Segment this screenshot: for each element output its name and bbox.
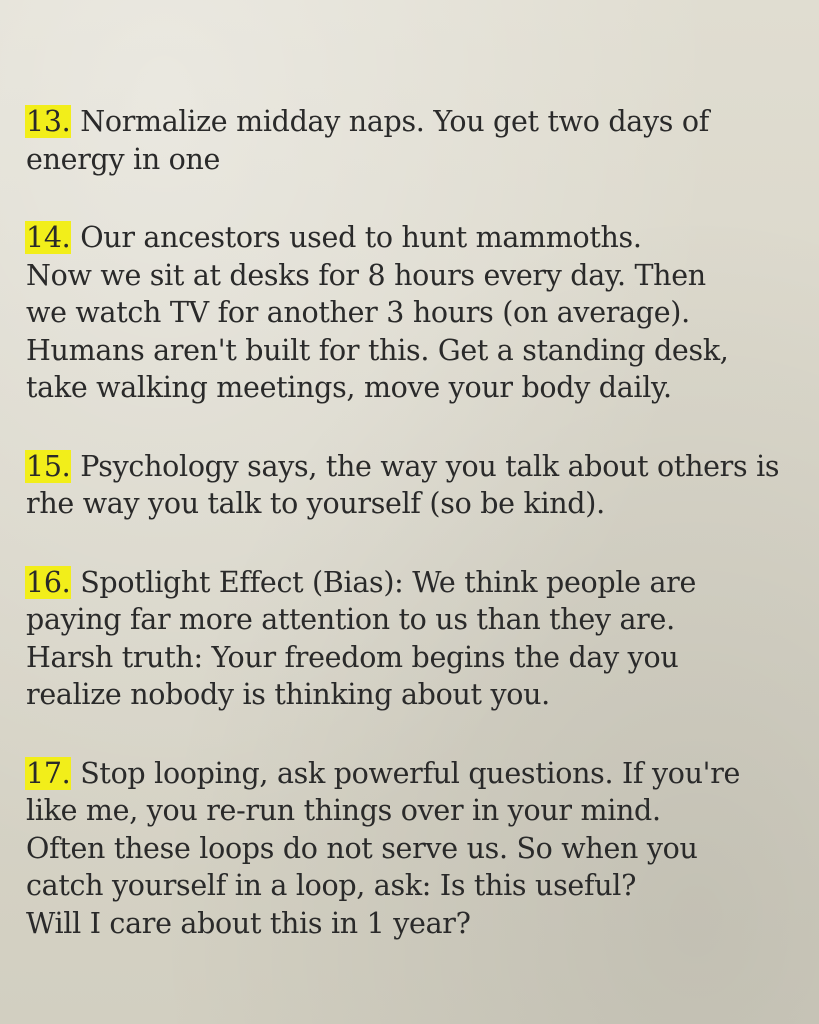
item-line: paying far more attention to us than they are. [26,603,675,636]
item-first-line [26,448,806,486]
list-item-14 [26,219,806,407]
item-line: we watch TV for another 3 hours (on average). [26,296,690,329]
list-item-13 [26,103,806,178]
item-text: Our ancestors used to hunt mammoths. [71,221,642,254]
item-line: energy in one [26,142,221,176]
item-number-highlight: 16. [26,565,71,599]
item-text: Psychology says, the way you talk about others is [71,449,780,483]
item-text: Normalize midday naps. You get two days of [71,105,709,138]
item-first-line [26,103,806,141]
item-line: rhe way you talk to yourself (so be kind). [26,487,605,520]
item-line: Humans aren't built for this. Get a standing desk, [26,333,729,367]
item-first-line [26,219,806,257]
list-item-15 [26,448,806,523]
item-number-highlight: 14. [26,221,71,254]
item-line: like me, you re-run things over in your mind. [26,794,661,827]
item-line: Will I care about this in 1 year? [26,906,471,940]
item-number-highlight: 13. [26,105,71,138]
item-first-line [26,564,806,602]
item-line: Now we sit at desks for 8 hours every day. Then [26,258,706,292]
item-line: take walking meetings, move your body daily. [26,371,672,404]
item-first-line [26,755,806,793]
item-number-highlight: 17. [26,756,71,790]
item-line: Often these loops do not serve us. So when you [26,831,698,865]
item-line: realize nobody is thinking about you. [26,678,550,711]
item-line: Harsh truth: Your freedom begins the day you [26,640,679,674]
list-item-16 [26,564,806,714]
item-line: catch yourself in a loop, ask: Is this useful? [26,869,637,902]
item-text: Stop looping, ask powerful questions. If you're [71,756,741,790]
item-text: Spotlight Effect (Bias): We think people are [71,565,697,599]
list-item-17 [26,755,806,943]
item-number-highlight: 15. [26,449,71,483]
book-page [26,103,806,942]
